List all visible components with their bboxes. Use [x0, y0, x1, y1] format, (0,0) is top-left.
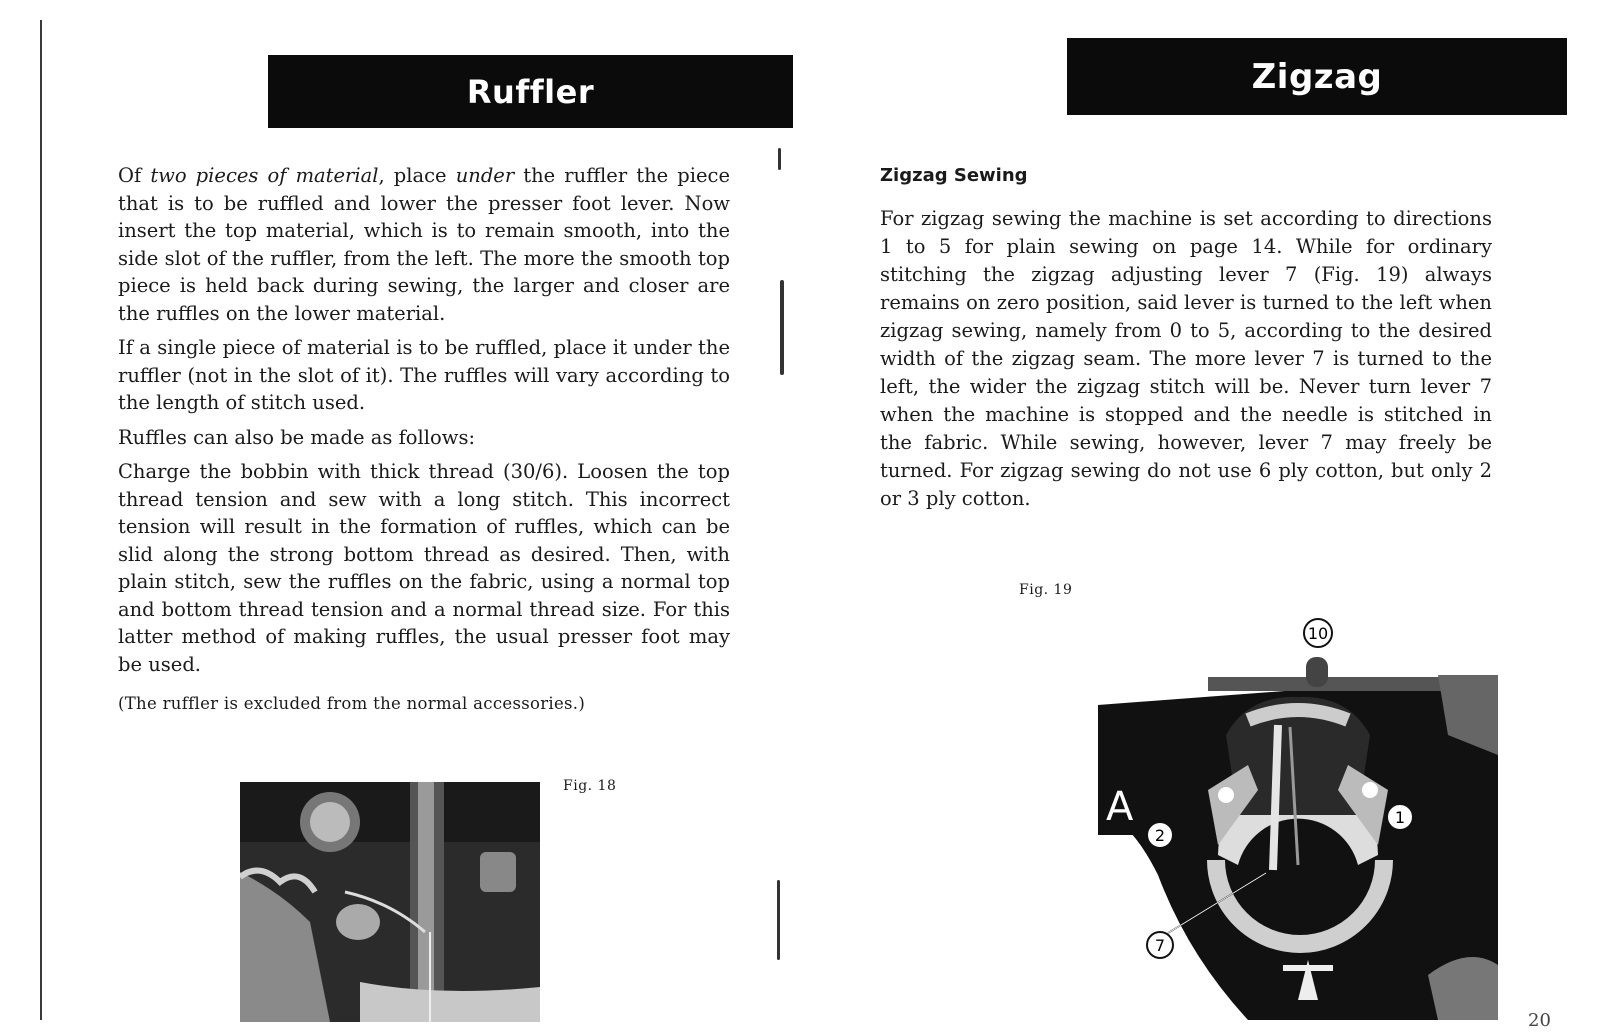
svg-text:7: 7 [1154, 936, 1166, 955]
ruffler-paragraph-3: Ruffles can also be made as follows: [118, 425, 476, 449]
callout-7 [1147, 932, 1173, 958]
machine-letter-a: A [1106, 784, 1134, 830]
ruffler-note: (The ruffler is excluded from the normal accessories.) [118, 694, 586, 713]
zigzag-title: Zigzag [1251, 56, 1383, 97]
page-edge-line [40, 20, 42, 1020]
page-number: 20 [1528, 1010, 1551, 1031]
fig-19-caption: Fig. 19 [1019, 582, 1073, 598]
ruffler-header [268, 55, 793, 128]
zigzag-header [1067, 38, 1567, 115]
page-gutter [775, 130, 805, 1010]
zigzag-body [880, 205, 1492, 513]
zigzag-paragraph: For zigzag sewing the machine is set according to directions 1 to 5 for plain sewing on page 14. While for ordinary stitching the zigzag adjusting lever 7 (Fig. 19) always remains on zero position, said lever is turned to the left when zigzag sewing, namely from 0 to 5, according to the desired width of the zigzag seam. The more lever 7 is turned to the left, the wider the zigzag stitch will be. Never turn lever 7 when the machine is stopped and the needle is stitched in the fabric. While sewing, however, lever 7 may freely be turned. For zigzag sewing do not use 6 ply cotton, but only 2 or 3 ply cotton. [880, 207, 1492, 510]
callout-1 [1387, 804, 1413, 830]
ruffler-title: Ruffler [466, 72, 595, 111]
ruffler-paragraph-2: If a single piece of material is to be ruffled, place it under the ruffler (not in the slot of it). The ruffles will vary according to the length of stitch used. [118, 336, 730, 414]
fig-18-caption: Fig. 18 [563, 778, 617, 794]
svg-text:2: 2 [1154, 826, 1166, 845]
callout-2 [1147, 822, 1173, 848]
zigzag-sewing-subheading: Zigzag Sewing [880, 165, 1028, 186]
zigzag-lever-photo [1098, 615, 1498, 1020]
svg-text:1: 1 [1394, 808, 1406, 827]
ruffler-photo [240, 782, 540, 1022]
ruffler-paragraph-4: Charge the bobbin with thick thread (30/6). Loosen the top thread tension and sew with a long stitch. This incorrect tension will result in the formation of ruffles, which can be slid along the strong bottom thread as desired. Then, with plain stitch, sew the ruffles on the fabric, using a normal top and bottom thread tension and a normal thread size. For this latter method of making ruffles, the usual presser foot may be used. [118, 460, 730, 676]
ruffler-paragraph-1: Of two pieces of material, place under the ruffler the piece that is to be ruffled and lower the presser foot lever. Now insert the top material, which is to remain smooth, into the side slot of the ruffler, from the left. The more the smooth top piece is held back during sewing, the larger and closer are the ruffles on the lower material. [118, 164, 731, 325]
ruffler-body [118, 162, 730, 725]
callout-10 [1304, 619, 1332, 647]
svg-text:10: 10 [1307, 624, 1329, 643]
